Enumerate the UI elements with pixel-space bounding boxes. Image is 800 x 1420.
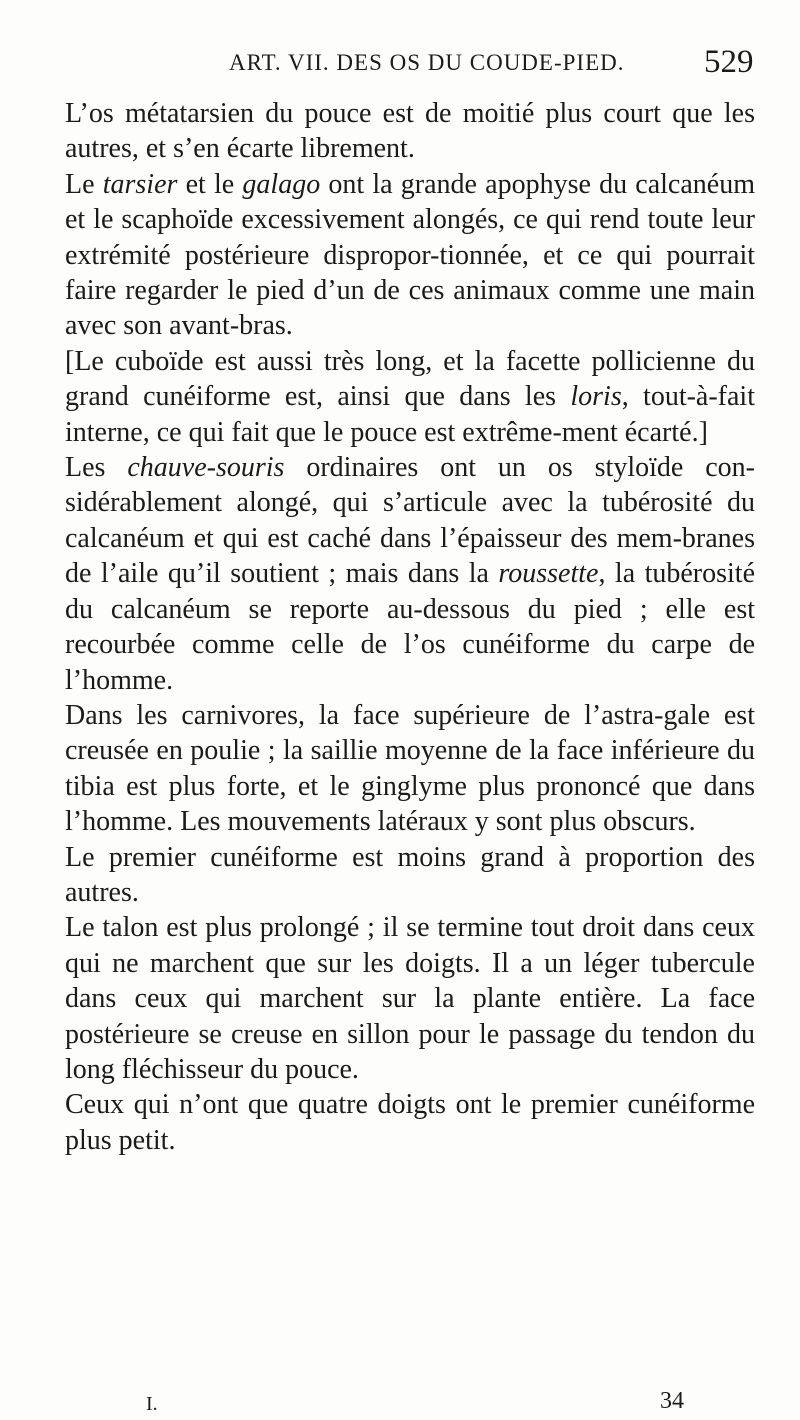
text-run: , tout-à-fait interne, ce qui fait que le pouce est extrême-ment écarté.]: [65, 381, 755, 448]
signature-mark-right: 34: [660, 1388, 684, 1414]
page-number: 529: [704, 44, 754, 80]
paragraph: [65, 698, 755, 840]
text-run: et le: [177, 168, 243, 200]
text-run: L’os métatarsien du pouce est de moitié plus court que les autres, et s’en écarte librement.: [65, 98, 755, 165]
running-head: ART. VII. DES OS DU COUDE-PIED.: [229, 50, 625, 75]
italic-term: roussette: [498, 558, 599, 590]
text-run: , la tubérosité du calcanéum se reporte au-dessous du pied ; elle est recourbée comme celle de l’os cunéiforme du carpe de l’homme.: [65, 558, 755, 696]
text-run: ordinaires ont un os styloïde con-sidérablement alongé, qui s’articule avec la tubérosité du calcanéum et qui est caché dans l’épaisseur des mem-branes de l’aile qu’il soutient ; mais dans la: [65, 452, 755, 590]
italic-term: tarsier: [102, 168, 178, 200]
body-text: [65, 96, 755, 1158]
text-run: Ceux qui n’ont que quatre doigts ont le premier cunéiforme plus petit.: [65, 1089, 755, 1156]
paragraph: [65, 450, 755, 698]
paragraph: [65, 96, 755, 167]
italic-term: loris: [570, 381, 622, 413]
text-run: ont la grande apophyse du calcanéum et le scaphoïde excessivement alongés, ce qui rend toute leur extrémité postérieure dispropor-tionnée, et ce qui pourrait faire regarder le pied d’un de ces animaux comme une main avec son avant-bras.: [65, 168, 755, 342]
paragraph: [65, 344, 755, 450]
text-run: Les: [65, 452, 128, 484]
paragraph: [65, 840, 755, 911]
italic-term: galago: [242, 168, 321, 200]
italic-term: chauve-souris: [127, 452, 285, 484]
paragraph: [65, 167, 755, 344]
paragraph: [65, 910, 755, 1087]
text-run: Le: [65, 168, 103, 200]
paragraph: [65, 1087, 755, 1158]
text-run: Le premier cunéiforme est moins grand à proportion des autres.: [65, 841, 755, 908]
signature-mark-left: I.: [146, 1393, 158, 1415]
text-run: Le talon est plus prolongé ; il se termine tout droit dans ceux qui ne marchent que sur les doigts. Il a un léger tubercule dans ceux qui marchent sur la plante entière. La face postérieure se creuse en sillon pour le passage du tendon du long fléchisseur du pouce.: [65, 912, 755, 1085]
text-run: Dans les carnivores, la face supérieure de l’astra-gale est creusée en poulie ; la saillie moyenne de la face inférieure du tibia est plus forte, et le ginglyme plus prononcé que dans l’homme. Les mouvements latéraux y sont plus obscurs.: [65, 699, 755, 838]
text-run: [Le cuboïde est aussi très long, et la facette pollicienne du grand cunéiforme est, ainsi que dans les: [65, 345, 755, 413]
